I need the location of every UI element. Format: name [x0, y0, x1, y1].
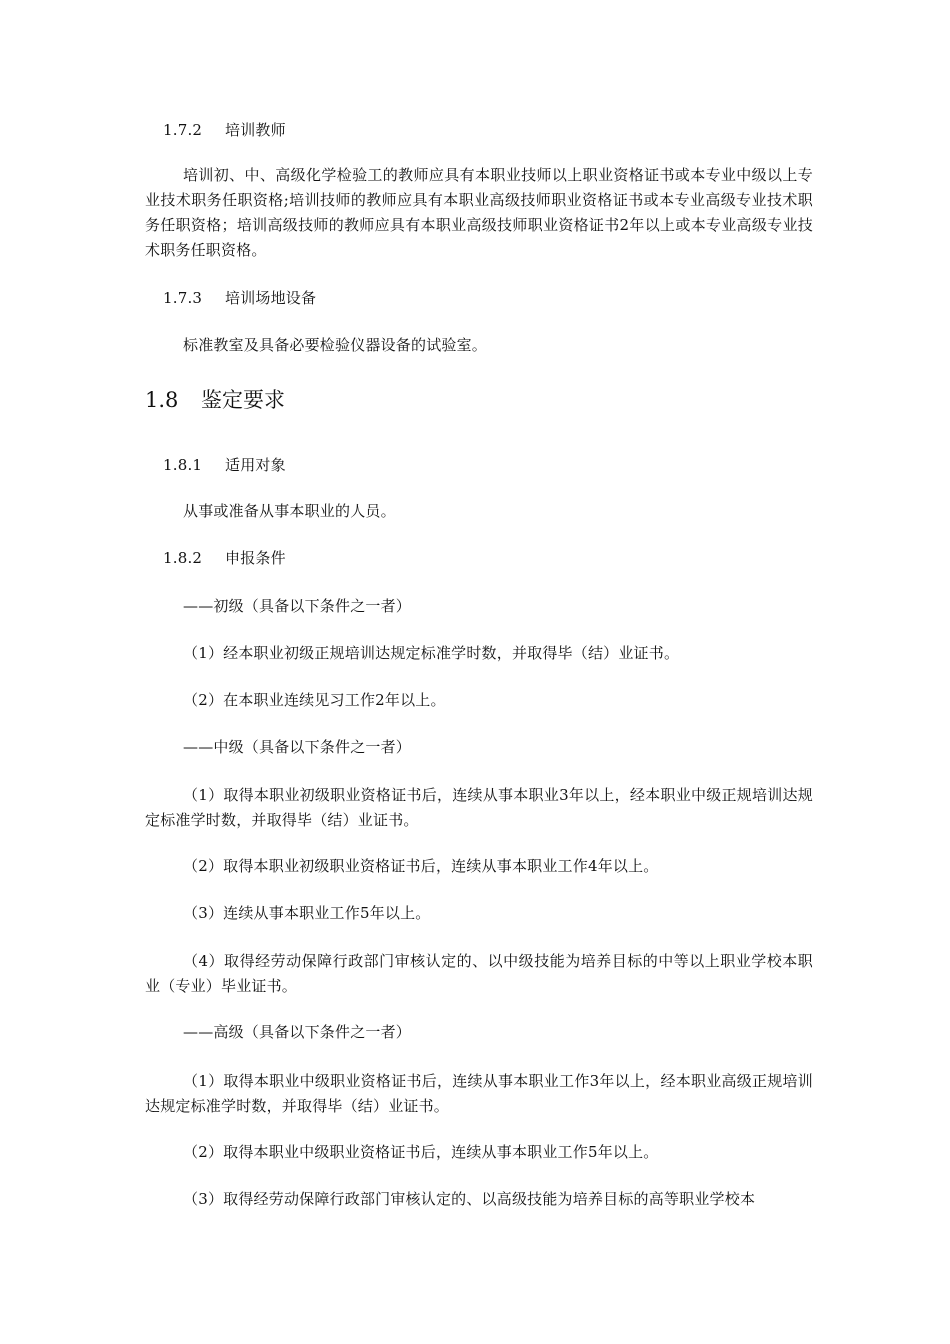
level-heading-junior: ——初级（具备以下条件之一者）: [183, 597, 412, 615]
list-item: （3）取得经劳动保障行政部门审核认定的、以高级技能为培养目标的高等职业学校本: [183, 1190, 756, 1208]
section-title: 申报条件: [225, 549, 286, 567]
list-item: （2）取得本职业初级职业资格证书后，连续从事本职业工作4年以上。: [183, 857, 659, 875]
level-heading-senior: ——高级（具备以下条件之一者）: [183, 1023, 412, 1041]
section-title: 适用对象: [225, 456, 286, 474]
paragraph-training-teachers: 培训初、中、高级化学检验工的教师应具有本职业技师以上职业资格证书或本专业中级以上专业技术职务任职资格;培训技师的教师应具有本职业高级技师职业资格证书或本专业高级专业技术职务任职资格；培训高级技师的教师应具有本职业高级技师职业资格证书2年以上或本专业高级专业技术职务任职资格。: [145, 166, 813, 259]
level-heading-middle: ——中级（具备以下条件之一者）: [183, 738, 412, 756]
section-title: 鉴定要求: [201, 388, 285, 412]
list-item: （4）取得经劳动保障行政部门审核认定的、以中级技能为培养目标的中等以上职业学校本职业（专业）毕业证书。: [145, 952, 813, 995]
list-item: （2）取得本职业中级职业资格证书后，连续从事本职业工作5年以上。: [183, 1143, 659, 1161]
section-heading-1-7-2: [163, 118, 828, 142]
paragraph-training-facilities: 标准教室及具备必要检验仪器设备的试验室。: [183, 336, 488, 354]
list-item: （1）取得本职业中级职业资格证书后，连续从事本职业工作3年以上，经本职业高级正规培训达规定标准学时数，并取得毕（结）业证书。: [145, 1072, 813, 1115]
section-number: 1.8: [145, 388, 179, 412]
list-item: （2）在本职业连续见习工作2年以上。: [183, 691, 446, 709]
list-item: （3）连续从事本职业工作5年以上。: [183, 904, 431, 922]
section-number: 1.7.3: [163, 289, 203, 307]
section-heading-1-8-1: [163, 453, 828, 477]
list-item: （1）经本职业初级正规培训达规定标准学时数，并取得毕（结）业证书。: [183, 644, 680, 662]
section-heading-1-8-2: [163, 546, 828, 570]
section-heading-1-8: [145, 385, 285, 415]
section-title: 培训教师: [225, 121, 286, 139]
section-number: 1.8.1: [163, 456, 203, 474]
paragraph-applicable-persons: 从事或准备从事本职业的人员。: [183, 502, 396, 520]
section-number: 1.7.2: [163, 121, 203, 139]
section-title: 培训场地设备: [225, 289, 317, 307]
section-number: 1.8.2: [163, 549, 203, 567]
section-heading-1-7-3: [163, 286, 828, 310]
list-item: （1）取得本职业初级职业资格证书后，连续从事本职业3年以上，经本职业中级正规培训达规定标准学时数，并取得毕（结）业证书。: [145, 786, 813, 829]
